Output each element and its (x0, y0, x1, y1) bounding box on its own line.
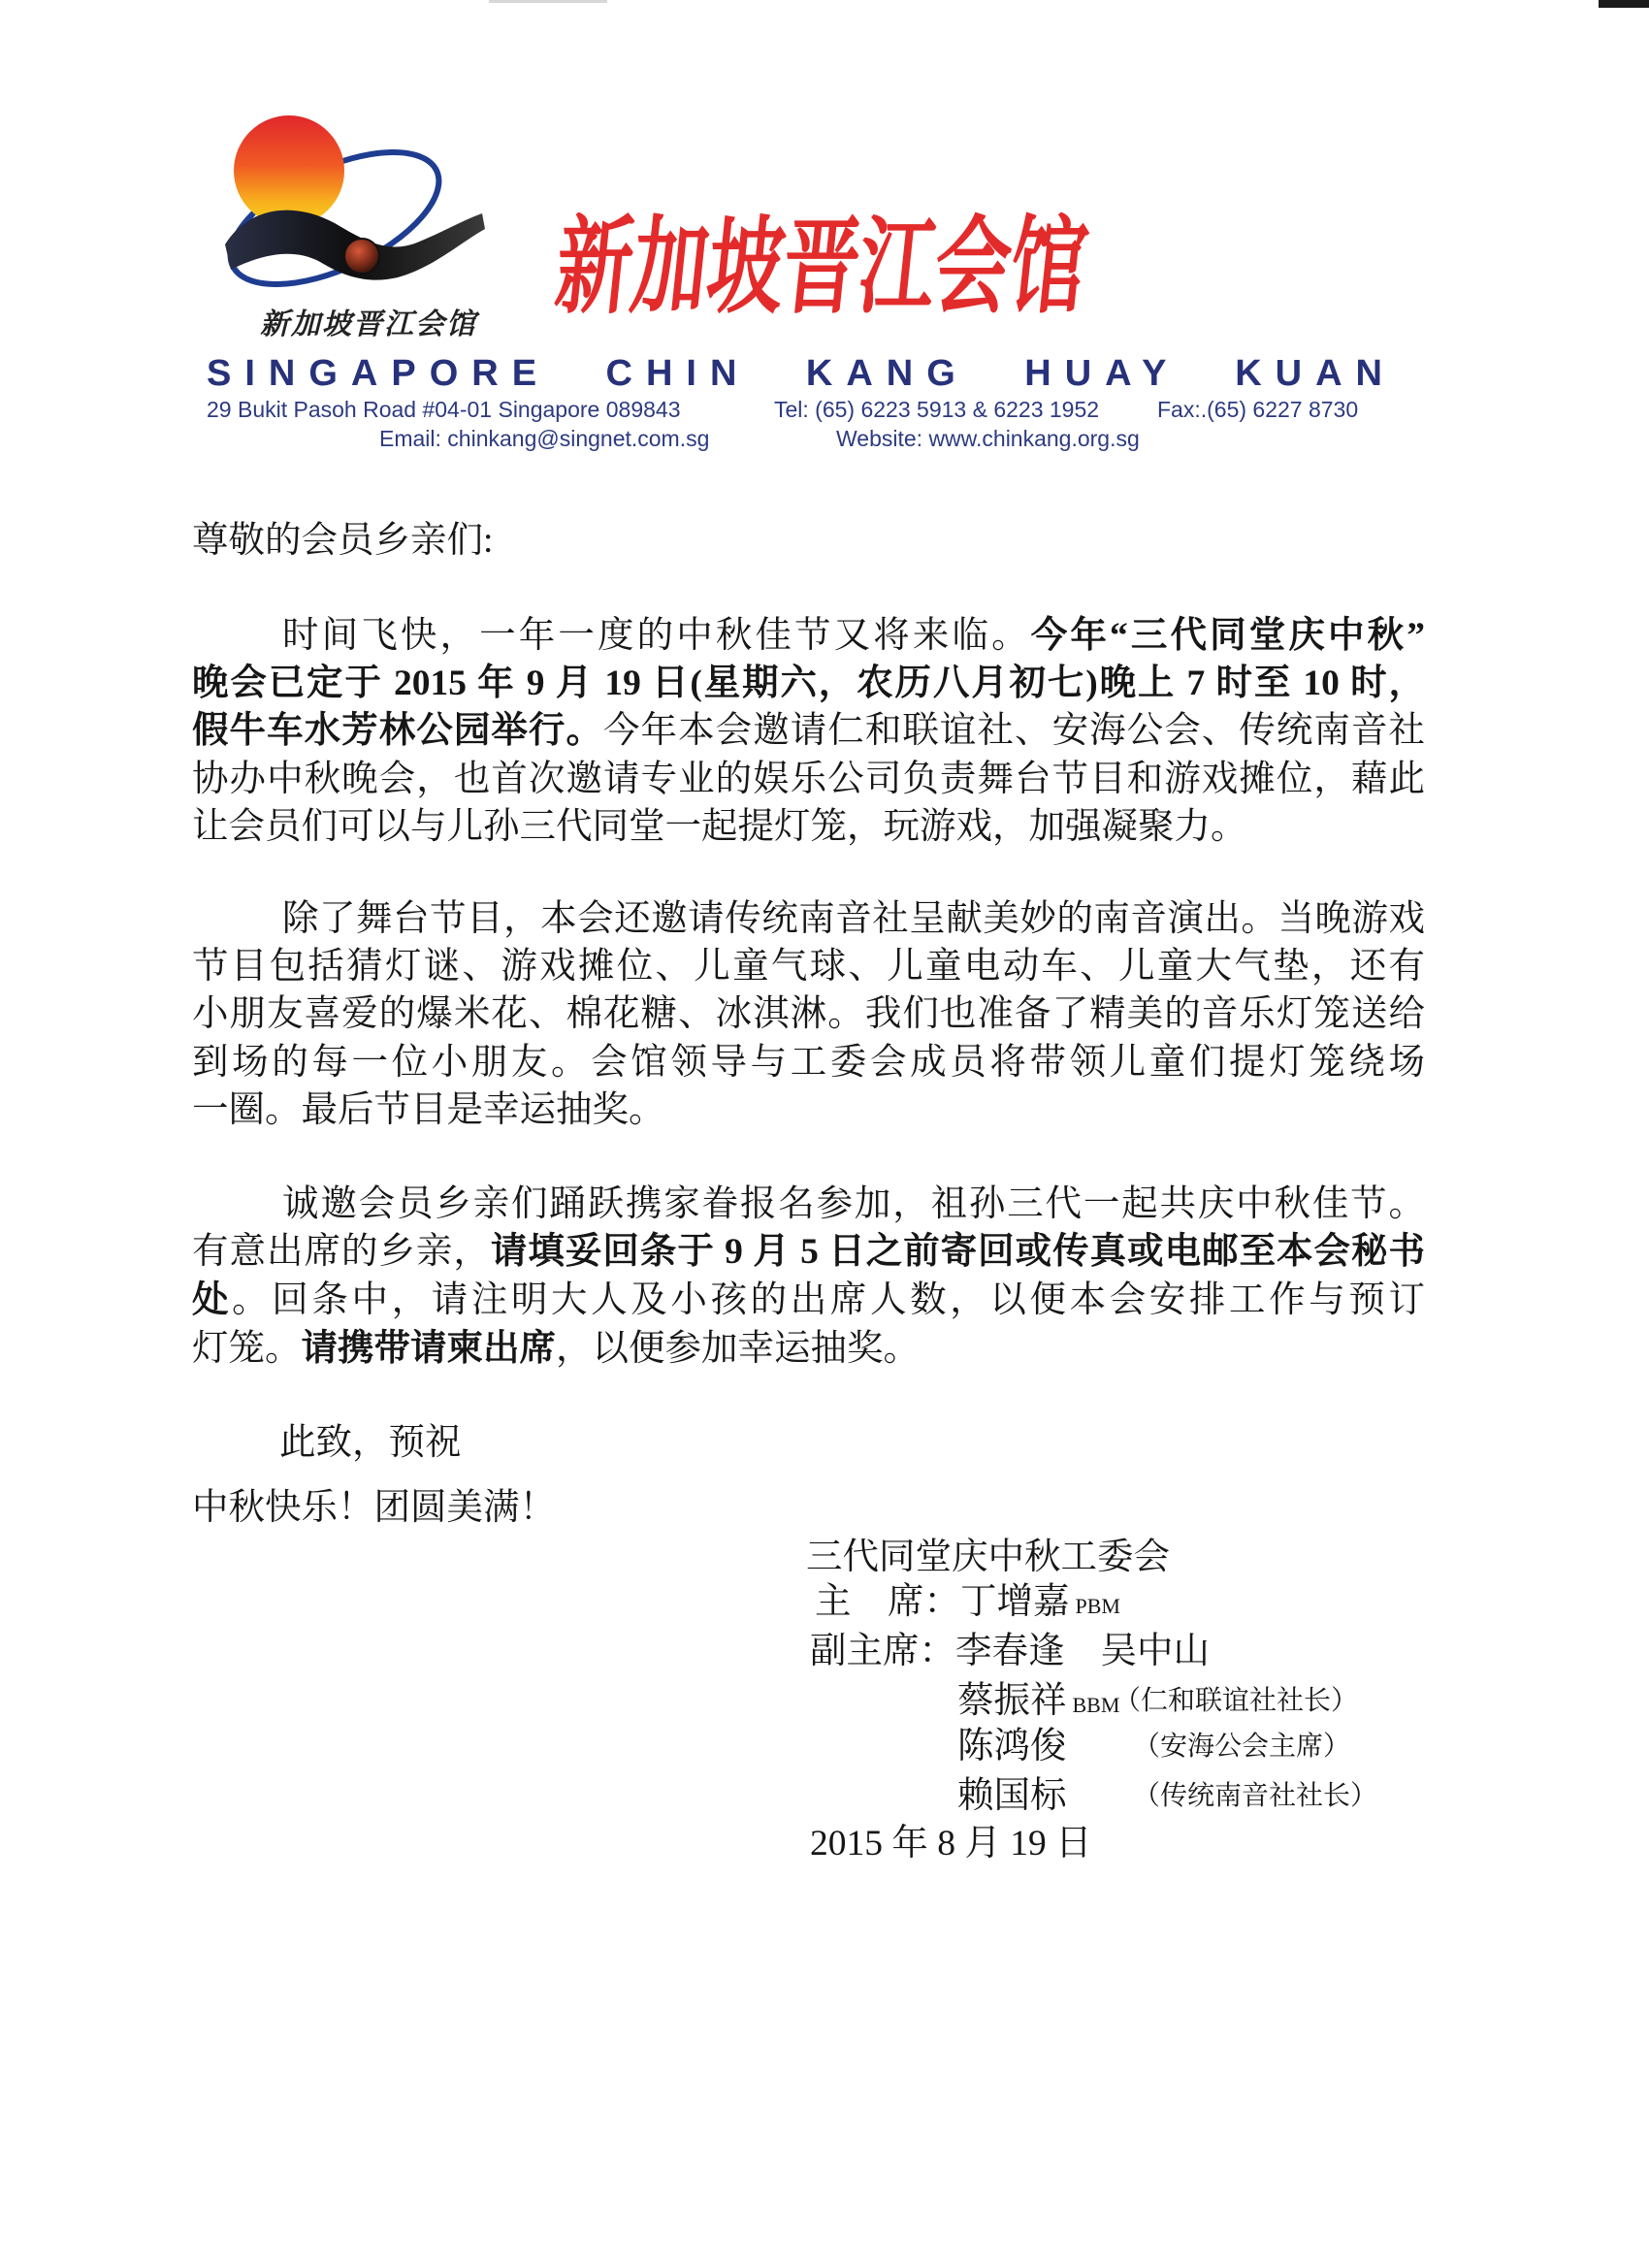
chairman-row (815, 1580, 1120, 1625)
email-text: Email: chinkang@singnet.com.sg (379, 426, 710, 451)
sun-disc (234, 115, 344, 226)
text-segment: 有意出席的乡亲， (192, 1232, 491, 1272)
vice-chairman-row (957, 1774, 1378, 1819)
vice-chairman-name: 赖国标 (957, 1776, 1067, 1816)
text-segment: 今年本会邀请仁和联谊社、安海公会、传统南音社 (603, 711, 1425, 751)
letter-date: 2015 年 8 月 19 日 (810, 1824, 1092, 1863)
paragraph-2-line-2 (192, 945, 1425, 989)
bold-text-segment: 假牛车水芳林公园举行。 (192, 711, 604, 751)
vice-chairman-honour: BBM (1072, 1693, 1120, 1717)
bold-text-segment: 今年“三代同堂庆中秋” (1030, 616, 1426, 656)
vice-chairman-role: （传统南音社社长） (1133, 1781, 1378, 1811)
vice-chairman-name: 蔡振祥 (957, 1681, 1067, 1721)
paragraph-3-line-2 (192, 1230, 1425, 1275)
text-segment: 到场的每一位小朋友。会馆领导与工委会成员将带领儿童们提灯笼绕场 (192, 1043, 1425, 1083)
logo-emblem (218, 109, 500, 314)
vice-chairman-name: 李春逢 (955, 1632, 1065, 1671)
paragraph-3-line-1 (282, 1183, 1425, 1227)
bold-text-segment: 处 (192, 1280, 233, 1320)
text-segment: 灯笼。 (192, 1329, 302, 1369)
closing-text: 此致，预祝 (279, 1423, 462, 1463)
bold-text-segment: 请携带请柬出席 (301, 1329, 556, 1369)
paragraph-3-line-4 (192, 1327, 1425, 1372)
text-segment: 节目包括猜灯谜、游戏摊位、儿童气球、儿童电动车、儿童大气垫，还有 (192, 947, 1425, 987)
fax-text: Fax:.(65) 6227 8730 (1157, 397, 1359, 422)
logo-lettering: 新加坡晋江会馆 (260, 308, 477, 341)
paragraph-2-line-1 (282, 897, 1425, 942)
bold-text-segment: 请填妥回条于 9 月 5 日之前寄回或传真或电邮至本会秘书 (490, 1232, 1426, 1272)
vice-chairman-role: （安海公会主席） (1133, 1732, 1351, 1762)
website-text: Website: www.chinkang.org.sg (836, 426, 1140, 451)
salutation: 尊敬的会员乡亲们: (192, 521, 494, 561)
vice-chairman-row (957, 1725, 1351, 1769)
chairman-name: 丁增嘉 (960, 1582, 1070, 1622)
text-segment: 诚邀会员乡亲们踊跃携家眷报名参加，祖孙三代一起共庆中秋佳节。 (282, 1184, 1425, 1224)
text-segment: 一圈。最后节目是幸运抽奖。 (192, 1090, 665, 1130)
paragraph-2-line-5 (192, 1088, 1425, 1133)
text-segment: 让会员们可以与儿孙三代同堂一起提灯笼，玩游戏，加强凝聚力。 (192, 807, 1247, 847)
committee-name: 三代同堂庆中秋工委会 (806, 1538, 1170, 1577)
address-text: 29 Bukit Pasoh Road #04-01 Singapore 089843 (207, 397, 681, 422)
paragraph-1-line-1 (282, 614, 1425, 659)
chairman-label: 主 席： (815, 1582, 960, 1622)
text-segment: 小朋友喜爱的爆米花、棉花糖、冰淇淋。我们也准备了精美的音乐灯笼送给 (192, 994, 1425, 1034)
text-segment: 时间飞快，一年一度的中秋佳节又将来临。 (282, 616, 1031, 656)
paragraph-1-line-4 (192, 758, 1425, 802)
vice-chairman-row (810, 1630, 1210, 1674)
text-segment: 除了舞台节目，本会还邀请传统南音社呈献美妙的南音演出。当晚游戏 (282, 899, 1425, 939)
paragraph-1-line-3 (192, 709, 1425, 754)
vice-chairman-role: （仁和联谊社社长） (1114, 1686, 1359, 1716)
paragraph-1-line-2 (192, 662, 1425, 706)
paragraph-3-line-3 (192, 1279, 1425, 1323)
text-segment: 。回条中，请注明大人及小孩的出席人数，以便本会安排工作与预订 (232, 1280, 1426, 1320)
paragraph-2-line-4 (192, 1041, 1425, 1085)
globe-icon (344, 239, 379, 274)
scan-artifact-top (489, 0, 607, 3)
vice-chairman-row (957, 1679, 1359, 1724)
paragraph-1-line-5 (192, 805, 1425, 850)
bold-text-segment: 晚会已定于 2015 年 9 月 19 日(星期六，农历八月初七)晚上 7 时至 10 时， (192, 664, 1425, 703)
vice-chairman-name: 吴中山 (1100, 1632, 1210, 1671)
scan-artifact-corner (1599, 0, 1649, 8)
wishes-text: 中秋快乐！团圆美满！ (192, 1488, 556, 1528)
chairman-honour: PBM (1075, 1594, 1120, 1618)
vice-chairman-label: 副主席： (810, 1632, 955, 1671)
organisation-name-english: SINGAPORE CHIN KANG HUAY KUAN (207, 353, 1396, 394)
paragraph-2-line-3 (192, 992, 1425, 1037)
text-segment: 协办中秋晚会，也首次邀请专业的娱乐公司负责舞台节目和游戏摊位，藉此 (192, 760, 1425, 799)
vice-chairman-name: 陈鸿俊 (957, 1727, 1067, 1766)
telephone-text: Tel: (65) 6223 5913 & 6223 1952 (774, 397, 1100, 422)
organisation-name-chinese: 新加坡晋江会馆 (550, 205, 1093, 329)
text-segment: ，以便参加幸运抽奖。 (556, 1329, 920, 1369)
